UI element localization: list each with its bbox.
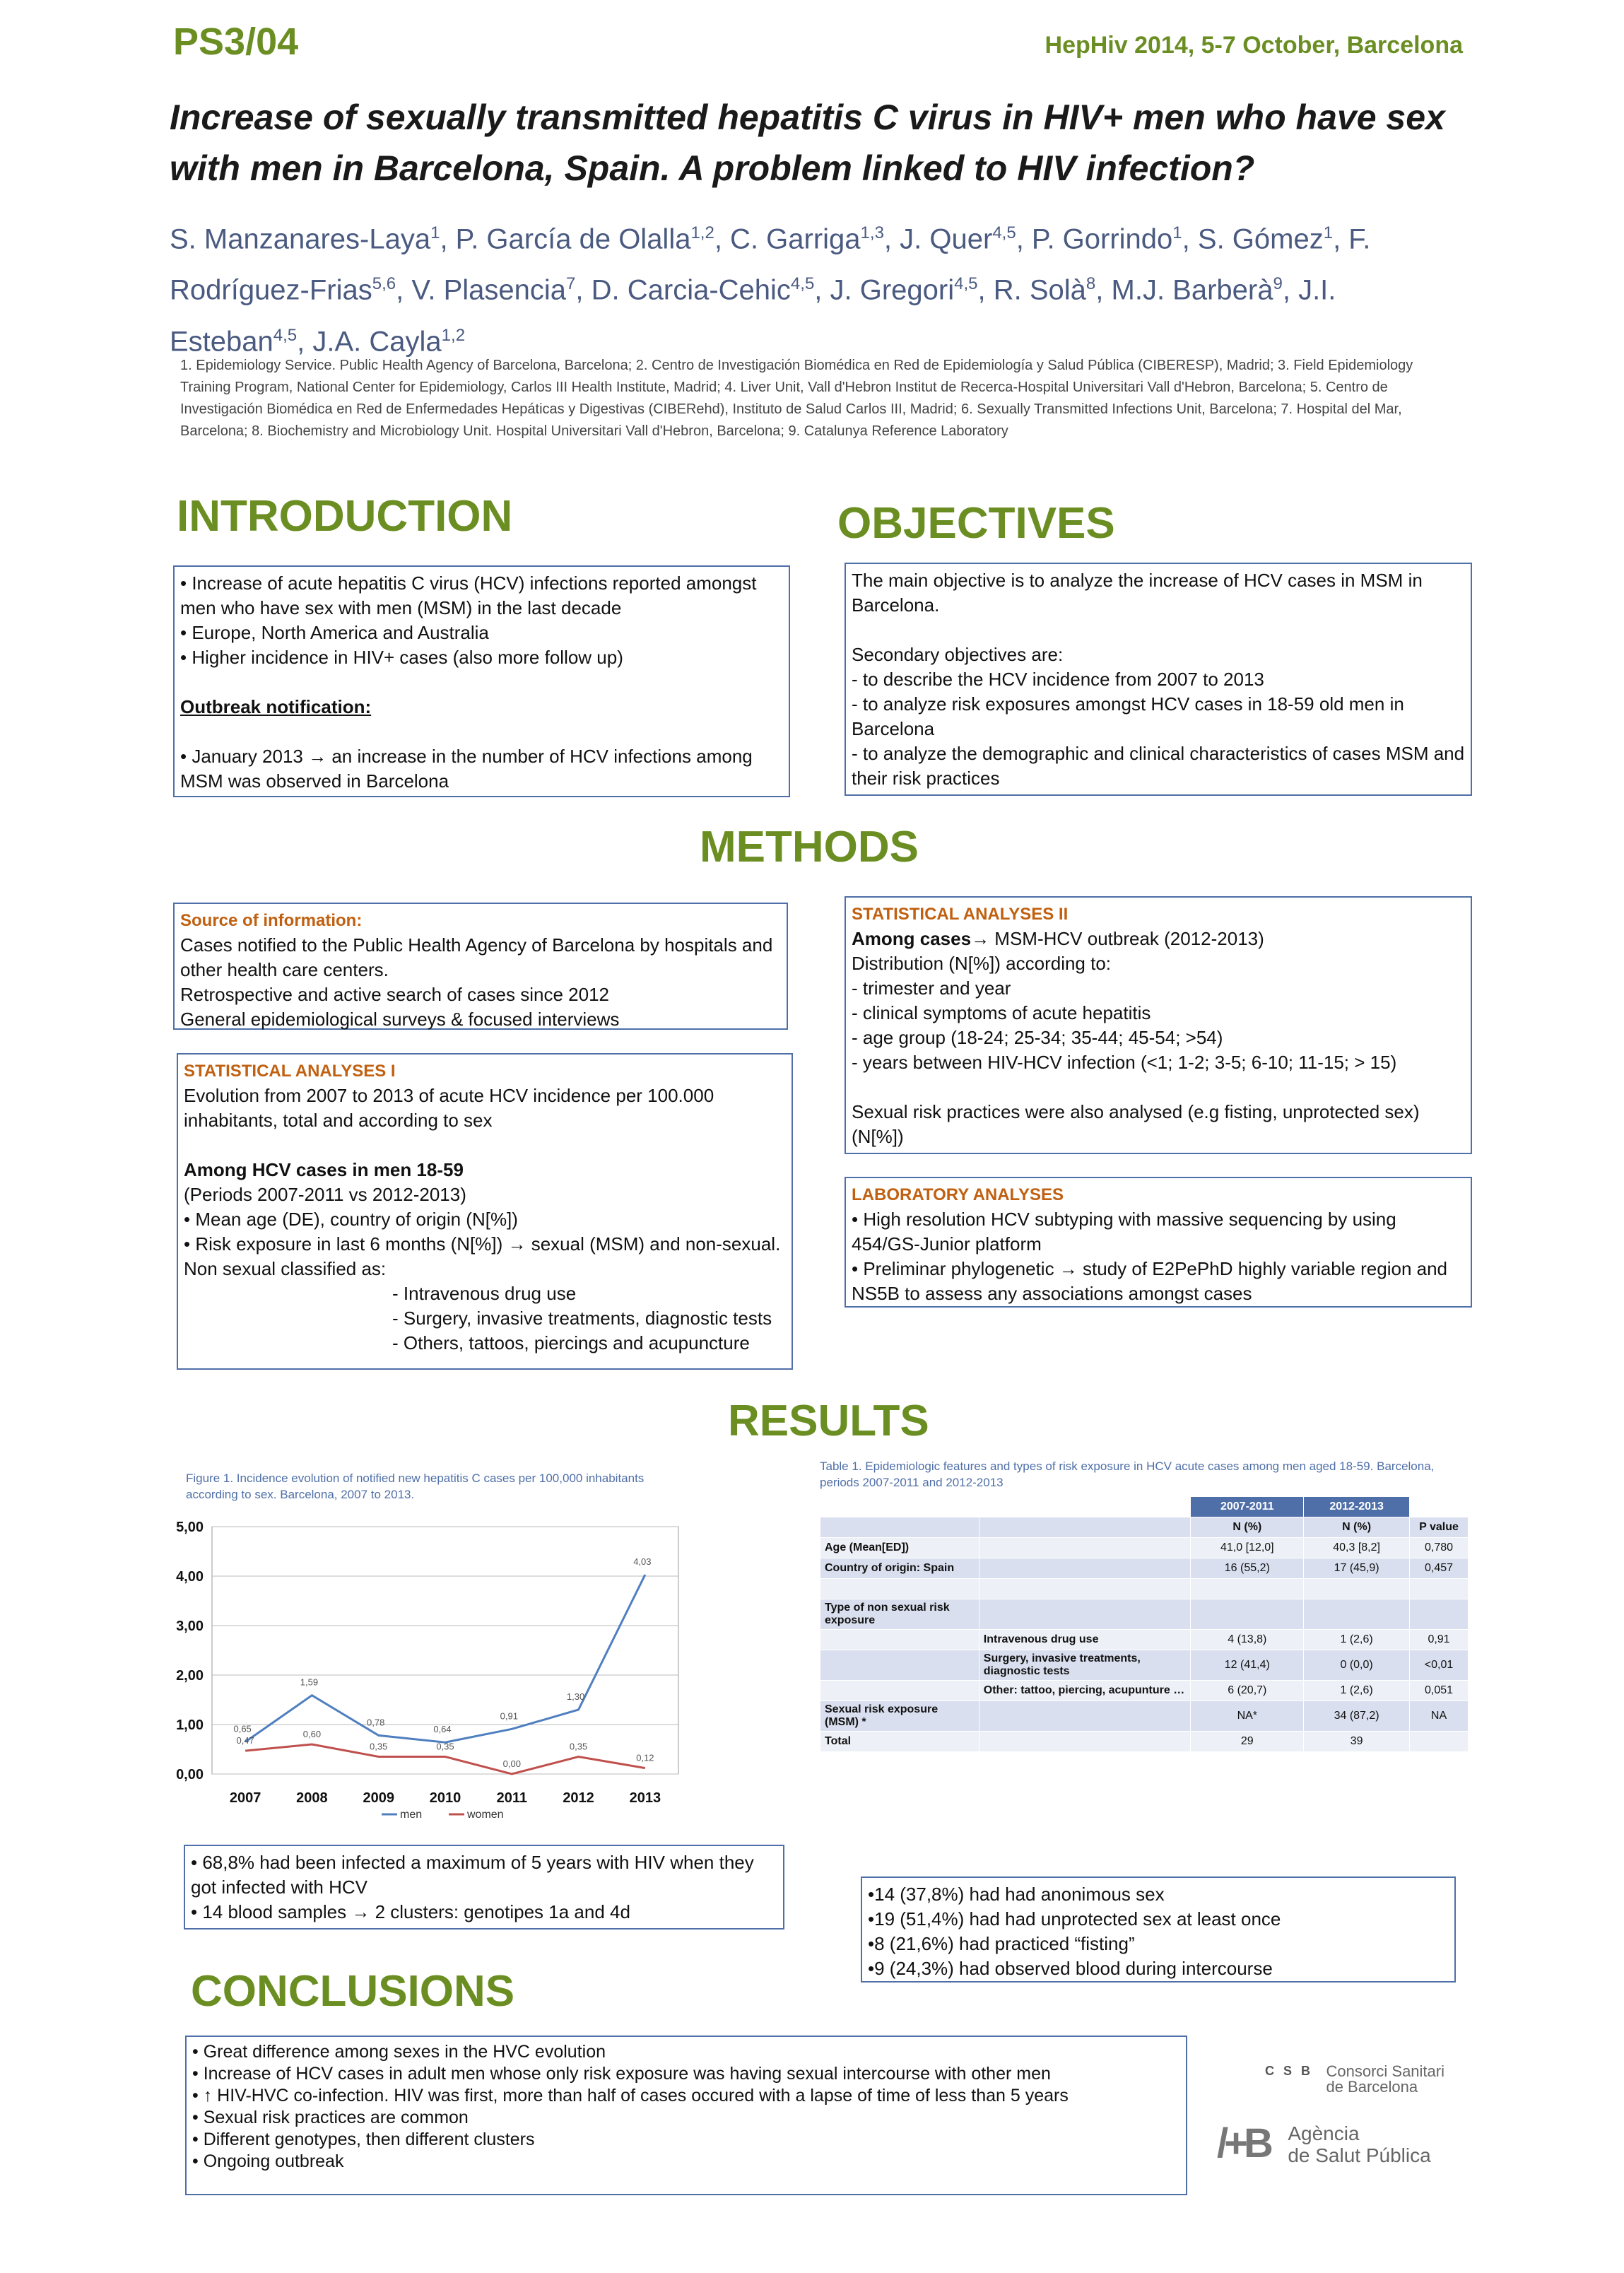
table-cell: 1 (2,6) bbox=[1304, 1630, 1410, 1650]
y-tick-label: 2,00 bbox=[176, 1668, 204, 1684]
author-affiliation-number: 1,2 bbox=[690, 223, 714, 242]
practice-line-4: •9 (24,3%) had observed blood during intercourse bbox=[868, 1958, 1273, 1979]
title-line-2: with men in Barcelona, Spain. A problem linked to HIV infection? bbox=[170, 148, 1255, 188]
n-header-2: N (%) bbox=[1304, 1517, 1410, 1538]
csb-abbr: C S B bbox=[1265, 2064, 1314, 2078]
data-label: 1,59 bbox=[300, 1676, 319, 1688]
table-cell bbox=[1304, 1599, 1410, 1630]
table-cell bbox=[1304, 1579, 1410, 1599]
source-line-2: Retrospective and active search of cases since 2012 bbox=[180, 984, 610, 1005]
aspb-name-2: de Salut Pública bbox=[1288, 2144, 1431, 2166]
table-cell bbox=[820, 1579, 979, 1599]
conclusion-2: • Increase of HCV cases in adult men whose only risk exposure was having sexual intercourse with other men bbox=[192, 2064, 1051, 2084]
table-cell: NA bbox=[1410, 1701, 1469, 1732]
aspb-name-1: Agència bbox=[1288, 2122, 1360, 2144]
author-name: , R. Solà bbox=[977, 274, 1086, 306]
table-cell: 1 (2,6) bbox=[1304, 1681, 1410, 1701]
data-label: 0,64 bbox=[433, 1724, 452, 1735]
table-cell: Age (Mean[ED]) bbox=[820, 1538, 979, 1558]
author-name: S. Manzanares-Laya bbox=[170, 223, 431, 255]
table-cell: 39 bbox=[1304, 1732, 1410, 1752]
practice-line-2: •19 (51,4%) had had unprotected sex at least once bbox=[868, 1908, 1281, 1930]
lab-line-1: • High resolution HCV subtyping with massive sequencing by using 454/GS-Junior platform bbox=[852, 1209, 1396, 1255]
x-tick-label: 2013 bbox=[629, 1790, 661, 1806]
author-name: , V. Plasencia bbox=[396, 274, 567, 306]
author-name: , C. Garriga bbox=[714, 223, 861, 255]
data-label: 0,78 bbox=[367, 1717, 385, 1728]
table-cell: 41,0 [12,0] bbox=[1191, 1538, 1304, 1558]
author-affiliation-number: 1,2 bbox=[441, 325, 466, 345]
author-affiliation-number: 4,5 bbox=[790, 274, 815, 294]
series-line-men bbox=[245, 1575, 645, 1742]
conclusion-6: • Ongoing outbreak bbox=[192, 2151, 344, 2171]
table-row bbox=[820, 1599, 1469, 1630]
table-cell bbox=[979, 1579, 1191, 1599]
csb-name-1: Consorci Sanitari bbox=[1326, 2062, 1444, 2080]
table-cell: Type of non sexual risk exposure bbox=[820, 1599, 979, 1630]
table-cell bbox=[1191, 1599, 1304, 1630]
x-tick-label: 2007 bbox=[229, 1790, 261, 1806]
results-summary-box bbox=[184, 1845, 784, 1930]
results-line-1: • 68,8% had been infected a maximum of 5 years with HIV when they got infected with HCV bbox=[191, 1852, 754, 1898]
stat2-line-1-rest: MSM-HCV outbreak (2012-2013) bbox=[989, 928, 1264, 949]
table-cell bbox=[820, 1681, 979, 1701]
table-row bbox=[820, 1558, 1469, 1579]
conclusion-4: • Sexual risk practices are common bbox=[192, 2108, 469, 2127]
poster-title bbox=[170, 92, 1498, 194]
intro-bullet-4: • January 2013 → an increase in the number of HCV infections among MSM was observed in Barcelona bbox=[180, 746, 753, 792]
table-cell: 0,780 bbox=[1410, 1538, 1469, 1558]
table-cell: 17 (45,9) bbox=[1304, 1558, 1410, 1579]
conference-name: HepHiv 2014, 5-7 October, Barcelona bbox=[1045, 32, 1463, 59]
table-cell: 0,051 bbox=[1410, 1681, 1469, 1701]
objective-main: The main objective is to analyze the increase of HCV cases in MSM in Barcelona. bbox=[852, 570, 1423, 616]
author-affiliation-number: 4,5 bbox=[954, 274, 978, 294]
table-caption: Table 1. Epidemiologic features and types of risk exposure in HCV acute cases among men aged 18-59. Barcelona, periods 2007-2011 and 2012-2013 bbox=[820, 1459, 1435, 1489]
table-row bbox=[820, 1650, 1469, 1681]
figure-caption: Figure 1. Incidence evolution of notified new hepatitis C cases per 100,000 inhabitants according to sex. Barcelona, 2007 to 2013. bbox=[186, 1472, 645, 1501]
table-cell bbox=[979, 1599, 1191, 1630]
lab-heading: LABORATORY ANALYSES bbox=[852, 1185, 1064, 1204]
table-cell bbox=[979, 1538, 1191, 1558]
stat1-line-6: Non sexual classified as: bbox=[184, 1258, 387, 1279]
table-cell bbox=[979, 1701, 1191, 1732]
author-affiliation-number: 4,5 bbox=[273, 325, 298, 345]
table-cell bbox=[1410, 1579, 1469, 1599]
author-name: , P. García de Olalla bbox=[440, 223, 691, 255]
table-row bbox=[820, 1681, 1469, 1701]
csb-name-2: de Barcelona bbox=[1326, 2078, 1418, 2096]
table-cell: Intravenous drug use bbox=[979, 1630, 1191, 1650]
x-tick-label: 2009 bbox=[363, 1790, 394, 1806]
table-cell bbox=[820, 1650, 979, 1681]
intro-bullet-1: • Increase of acute hepatitis C virus (HCV) infections reported amongst men who have sex with men (MSM) in the last decade bbox=[180, 572, 757, 618]
lab-line-2: • Preliminar phylogenetic → study of E2PePhD highly variable region and NS5B to assess any associations amongst cases bbox=[852, 1258, 1448, 1304]
data-label: 0,00 bbox=[502, 1758, 521, 1769]
author-name: , M.J. Barberà bbox=[1095, 274, 1273, 306]
laboratory-analyses-box bbox=[845, 1177, 1472, 1308]
author-affiliation-number: 9 bbox=[1273, 274, 1283, 294]
author-affiliation-number: 1,3 bbox=[860, 223, 884, 242]
pvalue-header: P value bbox=[1410, 1517, 1469, 1538]
data-label: 0,47 bbox=[236, 1735, 254, 1746]
statistical-analyses-1-box bbox=[177, 1053, 793, 1370]
period-1-header: 2007-2011 bbox=[1191, 1497, 1304, 1517]
data-label: 0,35 bbox=[436, 1741, 454, 1752]
outbreak-heading: Outbreak notification: bbox=[180, 696, 372, 717]
conclusion-1: • Great difference among sexes in the HVC evolution bbox=[192, 2042, 606, 2062]
poster-code: PS3/04 bbox=[173, 20, 299, 63]
table-row bbox=[820, 1579, 1469, 1599]
source-box bbox=[173, 903, 788, 1030]
table-cell: 16 (55,2) bbox=[1191, 1558, 1304, 1579]
table-cell: 6 (20,7) bbox=[1191, 1681, 1304, 1701]
table-cell: 0 (0,0) bbox=[1304, 1650, 1410, 1681]
table-cell: 0,457 bbox=[1410, 1558, 1469, 1579]
objective-2: - to analyze risk exposures amongst HCV cases in 18-59 old men in Barcelona bbox=[852, 693, 1404, 739]
affiliations: 1. Epidemiology Service. Public Health Agency of Barcelona, Barcelona; 2. Centro de Investigación Biomédica en Red de Epidemiología y Salud Pública (CIBERESP), Madrid; 3. Field Epidemiology Training Program, National Center for Epidemiology, Carlos III Health Institute, Madrid; 4. Liver Unit, Vall d'Hebron Institut de Recerca-Hospital Universitari Vall d'Hebron, Barcelona; 5. Centro de Investigación Biomédica en Red de Enfermedades Hepáticas y Digestivas (CIBERehd), Instituto de Salud Carlos III, Madrid; 6. Sexually Transmitted Infections Unit, Barcelona; 7. Hospital del Mar, Barcelona; 8. Biochemistry and Microbiology Unit. Hospital Universitari Vall d'Hebron, Barcelona; 9. Catalunya Reference Laboratory bbox=[180, 358, 1413, 439]
table-cell bbox=[1410, 1732, 1469, 1752]
y-tick-label: 0,00 bbox=[176, 1767, 204, 1782]
objectives-heading: OBJECTIVES bbox=[837, 499, 1115, 548]
table-subheader-row bbox=[820, 1517, 1469, 1538]
x-tick-label: 2012 bbox=[563, 1790, 594, 1806]
introduction-box bbox=[173, 565, 790, 797]
table-row bbox=[820, 1630, 1469, 1650]
data-label: 0,60 bbox=[302, 1729, 322, 1739]
conclusions-heading: CONCLUSIONS bbox=[191, 1967, 515, 2016]
results-heading: RESULTS bbox=[728, 1397, 929, 1445]
table-row bbox=[820, 1732, 1469, 1752]
data-label: 0,35 bbox=[569, 1741, 588, 1752]
table-cell: <0,01 bbox=[1410, 1650, 1469, 1681]
x-tick-label: 2011 bbox=[496, 1790, 527, 1806]
csb-logo bbox=[1265, 2064, 1477, 2095]
source-heading: Source of information: bbox=[180, 911, 363, 930]
table-cell: Total bbox=[820, 1732, 979, 1752]
stat1-line-9: - Others, tattoos, piercings and acupuncture bbox=[392, 1332, 750, 1353]
x-tick-label: 2010 bbox=[429, 1790, 461, 1806]
author-affiliation-number: 4,5 bbox=[992, 223, 1016, 242]
table-cell bbox=[820, 1630, 979, 1650]
source-line-1: Cases notified to the Public Health Agency of Barcelona by hospitals and other health care centers. bbox=[180, 934, 773, 980]
stat1-line-1: Evolution from 2007 to 2013 of acute HCV incidence per 100.000 inhabitants, total and according to sex bbox=[184, 1085, 714, 1131]
conclusions-box bbox=[185, 2036, 1187, 2195]
intro-bullet-2: • Europe, North America and Australia bbox=[180, 622, 489, 643]
data-label: 4,03 bbox=[633, 1556, 652, 1567]
introduction-heading: INTRODUCTION bbox=[177, 492, 513, 541]
stat1-line-2: Among HCV cases in men 18-59 bbox=[184, 1159, 464, 1180]
stat1-line-5: • Risk exposure in last 6 months (N[%]) → sexual (MSM) and non-sexual. bbox=[184, 1233, 781, 1255]
conclusion-5: • Different genotypes, then different clusters bbox=[192, 2130, 535, 2149]
objective-secondary-heading: Secondary objectives are: bbox=[852, 644, 1064, 665]
conclusion-3: • ↑ HIV-HVC co-infection. HIV was first, more than half of cases occured with a lapse of time of less than 5 years bbox=[192, 2086, 1069, 2105]
risk-practices-box bbox=[861, 1876, 1456, 1983]
n-header-1: N (%) bbox=[1191, 1517, 1304, 1538]
table-cell bbox=[979, 1558, 1191, 1579]
x-tick-label: 2008 bbox=[296, 1790, 328, 1806]
table-row bbox=[820, 1701, 1469, 1732]
table-cell: 34 (87,2) bbox=[1304, 1701, 1410, 1732]
table-cell: 40,3 [8,2] bbox=[1304, 1538, 1410, 1558]
stat2-line-3: - trimester and year bbox=[852, 977, 1011, 999]
table-cell bbox=[979, 1732, 1191, 1752]
period-2-header: 2012-2013 bbox=[1304, 1497, 1410, 1517]
stat1-line-8: - Surgery, invasive treatments, diagnostic tests bbox=[392, 1308, 772, 1329]
source-line-3: General epidemiological surveys & focused interviews bbox=[180, 1009, 620, 1030]
objectives-box bbox=[845, 563, 1472, 796]
methods-heading: METHODS bbox=[700, 823, 919, 871]
author-name: , P. Gorrindo bbox=[1016, 223, 1173, 255]
author-affiliation-number: 5,6 bbox=[372, 274, 396, 294]
y-tick-label: 3,00 bbox=[176, 1619, 204, 1634]
table-cell: 4 (13,8) bbox=[1191, 1630, 1304, 1650]
stat1-line-3: (Periods 2007-2011 vs 2012-2013) bbox=[184, 1184, 466, 1205]
stat2-heading: STATISTICAL ANALYSES II bbox=[852, 905, 1069, 924]
author-affiliation-number: 1 bbox=[430, 223, 440, 242]
stat2-line-6: - years between HIV-HCV infection (<1; 1-2; 3-5; 6-10; 11-15; > 15) bbox=[852, 1052, 1397, 1073]
y-tick-label: 5,00 bbox=[176, 1520, 204, 1535]
author-name: , S. Gómez bbox=[1182, 223, 1324, 255]
table-cell: 29 bbox=[1191, 1732, 1304, 1752]
statistical-analyses-2-box bbox=[845, 896, 1472, 1154]
data-label: 0,91 bbox=[500, 1710, 518, 1722]
author-affiliation-number: 7 bbox=[566, 274, 576, 294]
data-label: 0,12 bbox=[636, 1752, 654, 1763]
author-name: , F. Rodríguez-Frias bbox=[170, 223, 1371, 306]
author-name: , D. Carcia-Cehic bbox=[575, 274, 791, 306]
author-name: , J.I. Esteban bbox=[170, 274, 1336, 357]
stat2-line-2: Distribution (N[%]) according to: bbox=[852, 953, 1112, 974]
incidence-line-chart bbox=[163, 1513, 686, 1823]
table-cell: Other: tattoo, piercing, acupunture … bbox=[979, 1681, 1191, 1701]
stat2-line-7: Sexual risk practices were also analysed (e.g fisting, unprotected sex) (N[%]) bbox=[852, 1101, 1420, 1147]
author-name: , J. Quer bbox=[883, 223, 993, 255]
stat2-line-1-bold: Among cases→ bbox=[852, 928, 990, 949]
table-cell: 12 (41,4) bbox=[1191, 1650, 1304, 1681]
author-affiliation-number: 1 bbox=[1323, 223, 1334, 242]
stat2-line-4: - clinical symptoms of acute hepatitis bbox=[852, 1002, 1151, 1023]
stat1-line-4: • Mean age (DE), country of origin (N[%]) bbox=[184, 1209, 518, 1230]
table-cell: Surgery, invasive treatments, diagnostic tests bbox=[979, 1650, 1191, 1681]
intro-bullet-3: • Higher incidence in HIV+ cases (also more follow up) bbox=[180, 647, 623, 668]
objective-1: - to describe the HCV incidence from 2007 to 2013 bbox=[852, 669, 1264, 690]
results-line-2: • 14 blood samples → 2 clusters: genotipes 1a and 4d bbox=[191, 1901, 630, 1922]
stat2-line-5: - age group (18-24; 25-34; 35-44; 45-54; >54) bbox=[852, 1027, 1223, 1048]
data-label: 0,65 bbox=[233, 1723, 252, 1734]
aspb-logo bbox=[1217, 2122, 1485, 2166]
data-label: 0,35 bbox=[370, 1741, 388, 1752]
legend-label: men bbox=[400, 1809, 423, 1821]
epidemiologic-table bbox=[820, 1496, 1469, 1752]
author-name: , J. Gregori bbox=[814, 274, 955, 306]
author-list bbox=[170, 211, 1413, 364]
objective-3: - to analyze the demographic and clinical characteristics of cases MSM and their risk practices bbox=[852, 743, 1465, 789]
stat1-heading: STATISTICAL ANALYSES I bbox=[184, 1062, 396, 1081]
author-affiliation-number: 1 bbox=[1172, 223, 1182, 242]
author-name: , J.A. Cayla bbox=[297, 325, 442, 357]
table-cell bbox=[1191, 1579, 1304, 1599]
stat1-line-7: - Intravenous drug use bbox=[392, 1283, 577, 1304]
table-header-row bbox=[820, 1497, 1469, 1517]
stat2-line-1 bbox=[852, 927, 1465, 951]
practice-line-3: •8 (21,6%) had practiced “fisting” bbox=[868, 1933, 1135, 1954]
table-cell: 0,91 bbox=[1410, 1630, 1469, 1650]
aspb-mark: /+B bbox=[1217, 2120, 1269, 2166]
y-tick-label: 4,00 bbox=[176, 1569, 204, 1585]
table-cell: Sexual risk exposure (MSM) * bbox=[820, 1701, 979, 1732]
practice-line-1: •14 (37,8%) had had anonimous sex bbox=[868, 1884, 1165, 1905]
title-line-1: Increase of sexually transmitted hepatitis C virus in HIV+ men who have sex bbox=[170, 98, 1445, 137]
table-cell bbox=[1410, 1599, 1469, 1630]
y-tick-label: 1,00 bbox=[176, 1717, 204, 1733]
table-cell: Country of origin: Spain bbox=[820, 1558, 979, 1579]
legend-label: women bbox=[467, 1809, 504, 1821]
data-label: 1,30 bbox=[566, 1691, 585, 1702]
table-cell: NA* bbox=[1191, 1701, 1304, 1732]
author-affiliation-number: 8 bbox=[1085, 274, 1096, 294]
table-row bbox=[820, 1538, 1469, 1558]
